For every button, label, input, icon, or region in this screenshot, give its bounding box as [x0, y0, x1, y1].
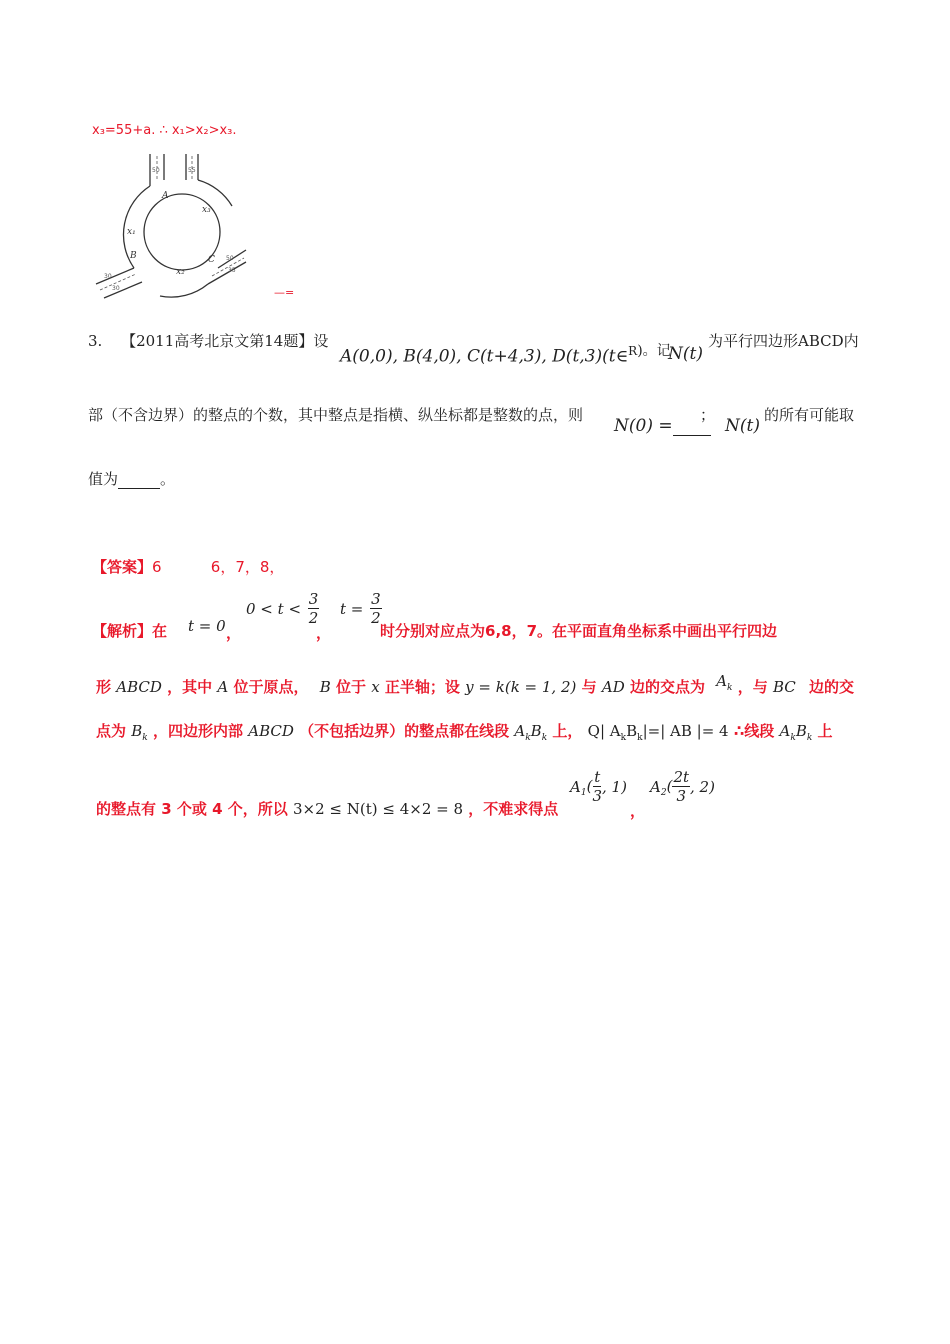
answer-blank-2[interactable] — [118, 472, 160, 489]
analysis-comma3: ， — [630, 802, 646, 820]
svg-text:55: 55 — [188, 167, 196, 174]
label-a: A — [162, 191, 169, 201]
point-a1: $A_1$( $\frac{t}{3}$ , 1) — [570, 768, 627, 805]
answer-line — [92, 556, 284, 577]
analysis-line1-rest: 时分别对应点为6,8，7。在平面直角坐标系中画出平行四边 — [380, 622, 778, 640]
q3-line2-start: 部（不含边界）的整点的个数，其中整点是指横、纵坐标都是整数的点，则 — [88, 406, 584, 424]
q3-number: 3. — [88, 332, 103, 350]
analysis-tag: 【解析】在 — [92, 622, 168, 640]
analysis-comma2: ， — [316, 624, 332, 642]
svg-text:35: 35 — [228, 267, 236, 274]
q3-nt2: N(t) — [725, 416, 760, 436]
q3-line1 — [88, 330, 328, 351]
q3-semicolon: ； — [700, 406, 716, 424]
analysis-line2: 形 ABCD ，其中 A 位于原点， B 位于 x 正半轴；设 y = k(k = 1, 2) 与 AD 边的交点为 $A_k$ ，与 BC 边的交 — [96, 672, 855, 696]
point-a2: $A_2$( $\frac{2t}{3}$ , 2) — [650, 768, 715, 805]
q3-n0: N(0) = — [614, 416, 711, 436]
q3-line3: 值为 。 — [88, 470, 176, 488]
answer-tag: 【答案】 — [92, 558, 153, 576]
road-left — [96, 268, 142, 298]
q3-points: A(0,0), B(4,0), C(t+4,3), D(t,3)(t∈$^{R)。记}$ — [340, 343, 671, 367]
svg-text:50: 50 — [152, 167, 160, 174]
analysis-t0: t = 0 — [188, 617, 226, 635]
answer-blank-1[interactable] — [673, 425, 711, 436]
svg-text:30: 30 — [104, 273, 112, 280]
q3-line1-end: 为平行四边形ABCD内 — [708, 332, 859, 350]
fragment-top-text: x₃=55+a. ∴ x₁>x₂>x₃. — [92, 123, 237, 138]
q3-nt: N(t) — [668, 344, 703, 364]
answer-second: 6，7，8， — [210, 558, 285, 576]
analysis-line3: 点为 $B_k$ ，四边形内部 ABCD （不包括边界）的整点都在线段 $A_kB_k$ 上， Q| $A_kB_k|=|$ AB |= 4 ∴线段 $A_kB_k$ 上 — [96, 722, 833, 743]
stray-mark: —= — [274, 286, 295, 299]
label-x2: x₂ — [176, 267, 185, 277]
set-r: R — [628, 344, 638, 358]
svg-text:50: 50 — [226, 255, 234, 262]
label-x3: x₃ — [202, 205, 211, 215]
analysis-ineq-left: 0 < t < $\frac{3}{2}$ — [246, 590, 319, 627]
q3-source: 【2011高考北京文第14题】设 — [121, 332, 329, 350]
analysis-t-eq: t = $\frac{3}{2}$ — [340, 590, 381, 627]
analysis-comma1: ， — [226, 624, 242, 642]
answer-first: 6 — [152, 558, 162, 576]
label-b: B — [130, 251, 137, 261]
label-c: C — [208, 255, 215, 265]
roundabout-figure — [90, 150, 250, 300]
svg-text:30: 30 — [112, 285, 120, 292]
label-x1: x₁ — [127, 227, 136, 237]
analysis-line4: 的整点有 3 个或 4 个，所以 3×2 ≤ N(t) ≤ 4×2 = 8 ，不难求得点 — [96, 800, 559, 818]
q3-line2-end: 的所有可能取 — [764, 406, 855, 424]
